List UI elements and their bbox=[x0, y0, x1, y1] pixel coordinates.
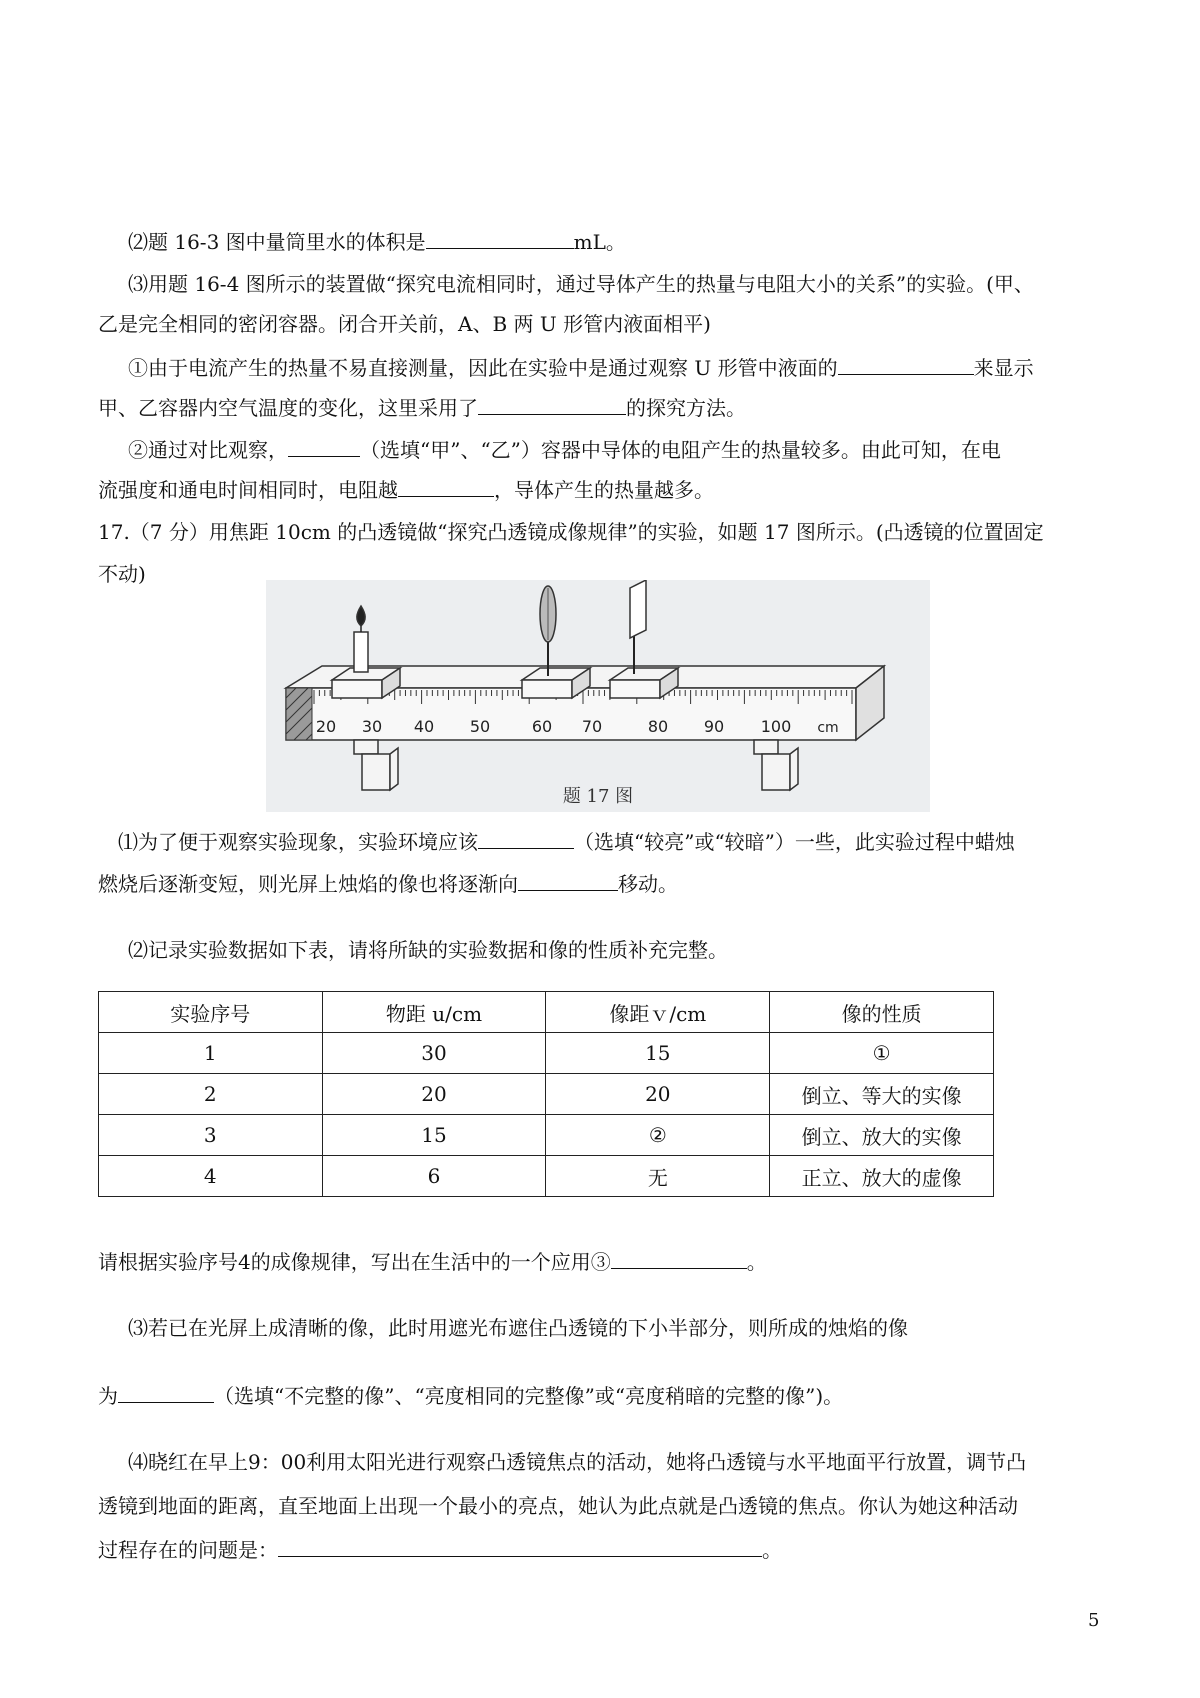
table-cell: 2 bbox=[99, 1074, 323, 1115]
q17-part4-line2: 透镜到地面的距离，直至地面上出现一个最小的亮点，她认为此点就是凸透镜的焦点。你认为她这种活动 bbox=[98, 1494, 1018, 1518]
table-cell: 无 bbox=[546, 1156, 770, 1197]
bench-hatched-end bbox=[286, 688, 312, 740]
optical-bench-diagram bbox=[266, 580, 930, 812]
q17-part1-line2 bbox=[98, 870, 678, 898]
candle-holder bbox=[332, 606, 400, 698]
q16-sub2-line1 bbox=[128, 436, 1001, 464]
blank-problem[interactable] bbox=[278, 1536, 762, 1557]
scale-label: 90 bbox=[703, 717, 725, 736]
q17-application-text: 请根据实验序号4的成像规律，写出在生活中的一个应用③ bbox=[98, 1250, 611, 1274]
q17-stem-line2: 不动) bbox=[98, 562, 146, 586]
q16-sub2-text: ②通过对比观察， bbox=[128, 438, 288, 462]
table-row bbox=[99, 1156, 994, 1197]
q16-sub1-line2 bbox=[98, 394, 746, 422]
table-header: 像距ｖ/cm bbox=[546, 992, 770, 1033]
q16-sub2-line2-text: 流强度和通电时间相同时，电阻越 bbox=[98, 478, 398, 502]
table-header: 物距 u/cm bbox=[322, 992, 546, 1033]
candle bbox=[354, 632, 368, 672]
q17-part3-line1: ⑶若已在光屏上成清晰的像，此时用遮光布遮住凸透镜的下小半部分，则所成的烛焰的像 bbox=[128, 1316, 908, 1340]
scale-label: 50 bbox=[469, 717, 491, 736]
optical-bench-figure bbox=[266, 580, 930, 812]
table-cell: 3 bbox=[99, 1115, 323, 1156]
q16-sub2-text-end: （选填“甲”、“乙”）容器中导体的电阻产生的热量较多。由此可知，在电 bbox=[360, 438, 1001, 462]
q16-part2-unit: mL。 bbox=[573, 230, 626, 254]
table-cell: 倒立、等大的实像 bbox=[770, 1074, 994, 1115]
table-cell: 15 bbox=[322, 1115, 546, 1156]
table-cell: 20 bbox=[546, 1074, 770, 1115]
q17-part4-line3-text: 过程存在的问题是： bbox=[98, 1538, 278, 1562]
q17-stem-line1: 17.（7 分）用焦距 10cm 的凸透镜做“探究凸透镜成像规律”的实验，如题 17 图所示。(凸透镜的位置固定 bbox=[98, 520, 1044, 544]
blank-resistance[interactable] bbox=[398, 476, 494, 497]
q17-part1-line2-end: 移动。 bbox=[618, 872, 678, 896]
q17-part3-line2 bbox=[98, 1382, 843, 1410]
scale-label: 100 bbox=[760, 717, 792, 736]
blank-volume[interactable] bbox=[426, 228, 574, 249]
table-row bbox=[99, 1074, 994, 1115]
scale-unit: cm bbox=[817, 720, 839, 736]
q16-sub2-line2 bbox=[98, 476, 714, 504]
table-cell: 20 bbox=[322, 1074, 546, 1115]
q17-part3-line2-end: （选填“不完整的像”、“亮度相同的完整像”或“亮度稍暗的完整的像”)。 bbox=[214, 1384, 844, 1408]
table-cell: 正立、放大的虚像 bbox=[770, 1156, 994, 1197]
q17-part1-line1 bbox=[118, 828, 1015, 856]
q17-application bbox=[98, 1248, 767, 1276]
q16-sub1-text: ①由于电流产生的热量不易直接测量，因此在实验中是通过观察 U 形管中液面的 bbox=[128, 356, 838, 380]
q16-sub1-line1 bbox=[128, 354, 1034, 382]
table-cell: ① bbox=[770, 1033, 994, 1074]
blank-direction[interactable] bbox=[518, 870, 618, 891]
candle-flame-icon bbox=[357, 606, 365, 626]
q16-part2-text: ⑵题 16-3 图中量筒里水的体积是 bbox=[128, 230, 426, 254]
q16-part2 bbox=[128, 228, 626, 256]
table-cell: 4 bbox=[99, 1156, 323, 1197]
blank-image-type[interactable] bbox=[118, 1382, 214, 1403]
table-header: 像的性质 bbox=[770, 992, 994, 1033]
q16-part3-line2: 乙是完全相同的密闭容器。闭合开关前，A、B 两 U 形管内液面相平) bbox=[98, 312, 711, 336]
q16-sub1-line2-text: 甲、乙容器内空气温度的变化，这里采用了 bbox=[98, 396, 478, 420]
table-cell: 倒立、放大的实像 bbox=[770, 1115, 994, 1156]
page-number: 5 bbox=[1088, 1610, 1100, 1631]
scale-label: 40 bbox=[413, 717, 435, 736]
q16-sub1-text-end: 来显示 bbox=[973, 356, 1034, 380]
table-cell: 30 bbox=[322, 1033, 546, 1074]
table-row bbox=[99, 1033, 994, 1074]
light-screen bbox=[630, 580, 646, 638]
scale-label: 60 bbox=[531, 717, 553, 736]
q17-application-end: 。 bbox=[746, 1250, 767, 1274]
table-header: 实验序号 bbox=[99, 992, 323, 1033]
blank-liquid-level[interactable] bbox=[838, 354, 974, 375]
q16-part3-line1: ⑶用题 16-4 图所示的装置做“探究电流相同时，通过导体产生的热量与电阻大小的关系”的实验。(甲、 bbox=[128, 272, 1034, 296]
blank-environment[interactable] bbox=[478, 828, 574, 849]
lens-holder bbox=[522, 586, 590, 698]
scale-label: 20 bbox=[315, 717, 337, 736]
table-row bbox=[99, 1115, 994, 1156]
figure-caption: 题 17 图 bbox=[562, 786, 634, 807]
scale-label: 70 bbox=[581, 717, 603, 736]
table-cell: 1 bbox=[99, 1033, 323, 1074]
q17-part1-line2-text: 燃烧后逐渐变短，则光屏上烛焰的像也将逐渐向 bbox=[98, 872, 518, 896]
scale-label: 80 bbox=[647, 717, 669, 736]
q17-part1-text: ⑴为了便于观察实验现象，实验环境应该 bbox=[118, 830, 478, 854]
table-cell: ② bbox=[546, 1115, 770, 1156]
screen-holder bbox=[610, 580, 678, 698]
blank-method[interactable] bbox=[478, 394, 626, 415]
table-cell: 6 bbox=[322, 1156, 546, 1197]
q17-part4-line3 bbox=[98, 1536, 782, 1564]
q17-part3-line2-text: 为 bbox=[98, 1384, 118, 1408]
q17-part4-line1: ⑷晓红在早上9：00利用太阳光进行观察凸透镜焦点的活动，她将凸透镜与水平地面平行放置，调节凸 bbox=[128, 1450, 1027, 1474]
table-header-row bbox=[99, 992, 994, 1033]
table-cell: 15 bbox=[546, 1033, 770, 1074]
q17-part1-text-end: （选填“较亮”或“较暗”）一些，此实验过程中蜡烛 bbox=[574, 830, 1015, 854]
scale-label: 30 bbox=[361, 717, 383, 736]
blank-container[interactable] bbox=[288, 436, 360, 457]
q16-sub1-line2-end: 的探究方法。 bbox=[626, 396, 746, 420]
q17-part2: ⑵记录实验数据如下表，请将所缺的实验数据和像的性质补充完整。 bbox=[128, 938, 728, 962]
bench-legs bbox=[354, 740, 798, 790]
q16-sub2-line2-end: ，导体产生的热量越多。 bbox=[494, 478, 714, 502]
experiment-data-table bbox=[98, 991, 994, 1197]
q17-part4-line3-end: 。 bbox=[762, 1538, 782, 1562]
blank-application[interactable] bbox=[611, 1248, 747, 1269]
